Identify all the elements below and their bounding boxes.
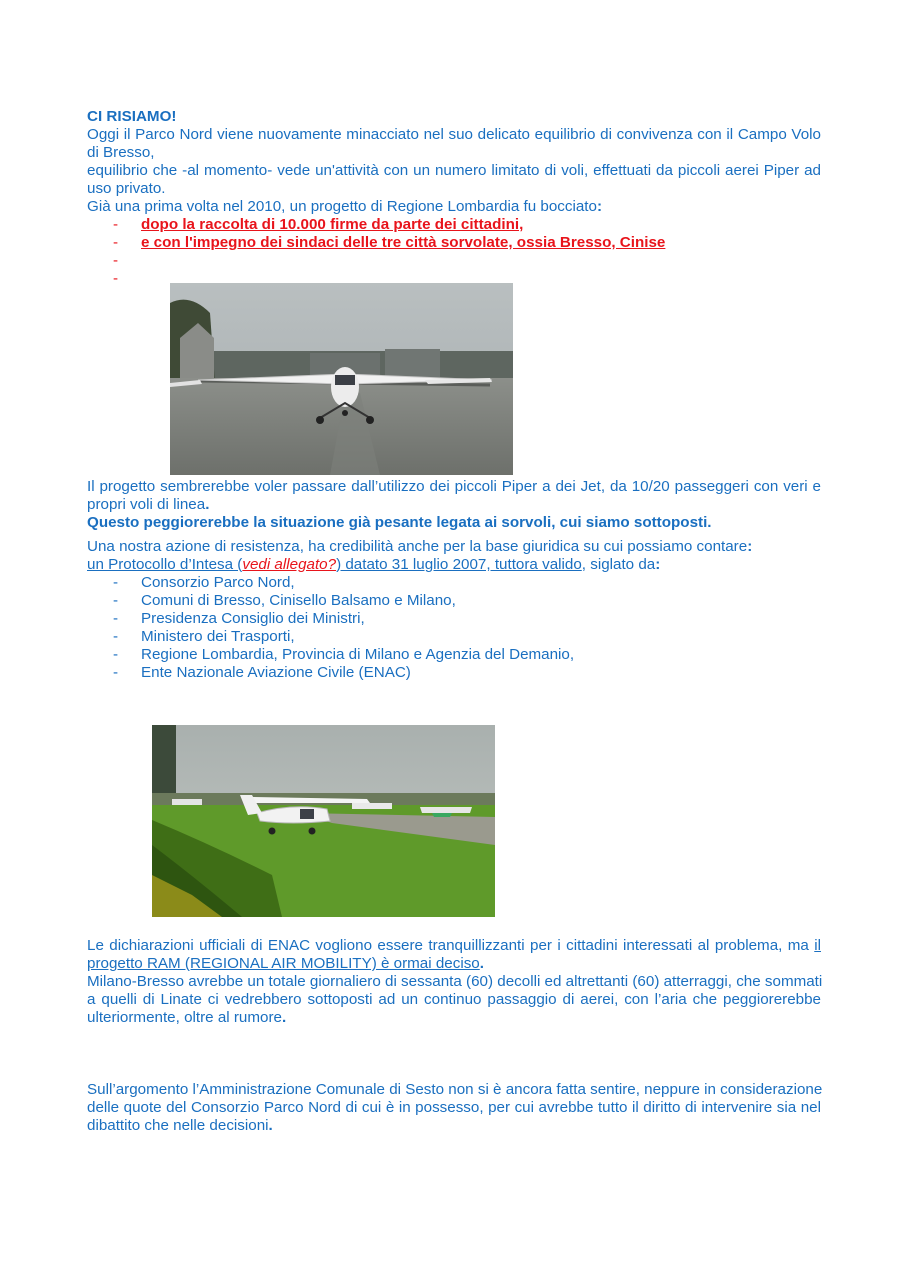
dash-marker: -	[113, 252, 119, 269]
signatory-text: Ministero dei Trasporti,	[141, 628, 295, 645]
enac-link-start[interactable]: il	[814, 937, 821, 954]
list-item	[87, 646, 821, 664]
list-item	[87, 574, 821, 592]
dash-marker: -	[113, 270, 119, 287]
airplane-tarmac-photo	[170, 283, 513, 475]
resistance-colon: :	[747, 538, 753, 555]
list-item	[87, 628, 821, 646]
list-item	[87, 592, 821, 610]
dash-marker: -	[113, 234, 119, 251]
signatory-text: Presidenza Consiglio dei Ministri,	[141, 610, 365, 627]
intro-para2-line-1: equilibrio che -al momento- vede un'attività con un numero limitato di voli, effettuati da piccoli aerei Piper ad	[87, 162, 821, 179]
enac-line-2	[87, 955, 821, 973]
dash-marker: -	[113, 574, 119, 591]
project-line-1: Il progetto sembrerebbe voler passare dall’utilizzo dei piccoli Piper a dei Jet, da 10/20 passeggeri con veri e	[87, 478, 821, 495]
sesto-line-3	[87, 1117, 821, 1135]
enac-line-5-text: ulteriormente, oltre al rumore	[87, 1009, 282, 1026]
dash-marker: -	[113, 646, 119, 663]
project-line-2	[87, 496, 821, 514]
sesto-line-3-text: dibattito che nelle decisioni	[87, 1117, 269, 1134]
list-item	[87, 610, 821, 628]
project-line-2-dot: .	[205, 496, 210, 513]
dash-marker: -	[113, 664, 119, 681]
dash-marker: -	[113, 592, 119, 609]
red-bullet-text: dopo la raccolta di 10.000 firme da parte dei cittadini,	[141, 216, 524, 233]
list-item	[87, 252, 821, 270]
protocol-text-c: , siglato da	[581, 556, 656, 573]
dash-marker: -	[113, 628, 119, 645]
enac-line-5-dot: .	[281, 1009, 287, 1026]
intro-line-1: Oggi il Parco Nord viene nuovamente minacciato nel suo delicato equilibrio di convivenza con il Campo Volo	[87, 126, 821, 143]
document-body-end	[87, 937, 821, 1135]
document-body-continued	[87, 478, 821, 682]
airplane-grass-image	[152, 725, 495, 917]
signatories-list	[87, 574, 821, 682]
signatory-text: Regione Lombardia, Provincia di Milano e Agenzia del Demanio,	[141, 646, 575, 663]
enac-line-2-dot: .	[479, 955, 484, 972]
intro-para2-line-2: uso privato.	[87, 180, 166, 197]
enac-line-1	[87, 937, 821, 955]
list-item	[87, 234, 821, 252]
document-title: CI RISIAMO!	[87, 108, 177, 125]
sesto-line-2: delle quote del Consorzio Parco Nord di cui è in possesso, per cui avrebbe tutto il diritto di intervenire sia nel	[87, 1099, 821, 1116]
enac-line-3: Milano-Bresso avrebbe un totale giornaliero di sessanta (60) decolli ed altrettanti (60) atterraggi, che sommati	[87, 973, 823, 990]
dash-marker: -	[113, 610, 119, 627]
protocol-colon: :	[655, 556, 661, 573]
protocol-line	[87, 556, 821, 574]
protocol-text-a: un Protocollo d’Intesa (	[87, 556, 243, 573]
airplane-tarmac-image	[170, 283, 513, 475]
red-bullet-list	[87, 216, 821, 288]
protocol-text-b: ) datato 31 luglio 2007, tuttora valido	[336, 556, 582, 573]
enac-line-5	[87, 1009, 821, 1027]
sesto-line-3-dot: .	[268, 1117, 273, 1134]
project-bold-line: Questo peggiorerebbe la situazione già pesante legata ai sorvoli, cui siamo sottoposti.	[87, 514, 712, 531]
protocol-attachment-link[interactable]: vedi allegato?	[242, 556, 337, 573]
enac-line-1-text: Le dichiarazioni ufficiali di ENAC vogliono essere tranquillizzanti per i cittadini interessati al problema, ma	[87, 937, 815, 954]
airplane-grass-photo	[152, 725, 495, 917]
intro-2010-line	[87, 198, 821, 216]
red-bullet-text: e con l'impegno dei sindaci delle tre città sorvolate, ossia Bresso, Cinise	[141, 234, 666, 251]
signatory-text: Consorzio Parco Nord,	[141, 574, 295, 591]
intro-2010-colon: :	[596, 198, 603, 215]
signatory-text: Comuni di Bresso, Cinisello Balsamo e Milano,	[141, 592, 456, 609]
resistance-text: Una nostra azione di resistenza, ha credibilità anche per la base giuridica su cui possiamo contare	[87, 538, 748, 555]
sesto-line-1: Sull’argomento l’Amministrazione Comunale di Sesto non si è ancora fatta sentire, neppure in considerazione	[87, 1081, 823, 1098]
intro-line-2: di Bresso,	[87, 144, 155, 161]
resistance-line	[87, 538, 821, 556]
list-item	[87, 216, 821, 234]
document-body	[87, 108, 821, 288]
list-item	[87, 664, 821, 682]
signatory-text: Ente Nazionale Aviazione Civile (ENAC)	[141, 664, 411, 681]
enac-line-4: a quelli di Linate ci vedrebbero sottoposti ad un continuo passaggio di aerei, con l’aria che peggiorerebbe	[87, 991, 821, 1008]
dash-marker: -	[113, 216, 119, 233]
ram-project-link[interactable]: progetto RAM (REGIONAL AIR MOBILITY) è ormai deciso	[87, 955, 480, 972]
intro-2010-text: Già una prima volta nel 2010, un progetto di Regione Lombardia fu bocciato	[87, 198, 597, 215]
project-line-2-text: propri voli di linea	[87, 496, 206, 513]
